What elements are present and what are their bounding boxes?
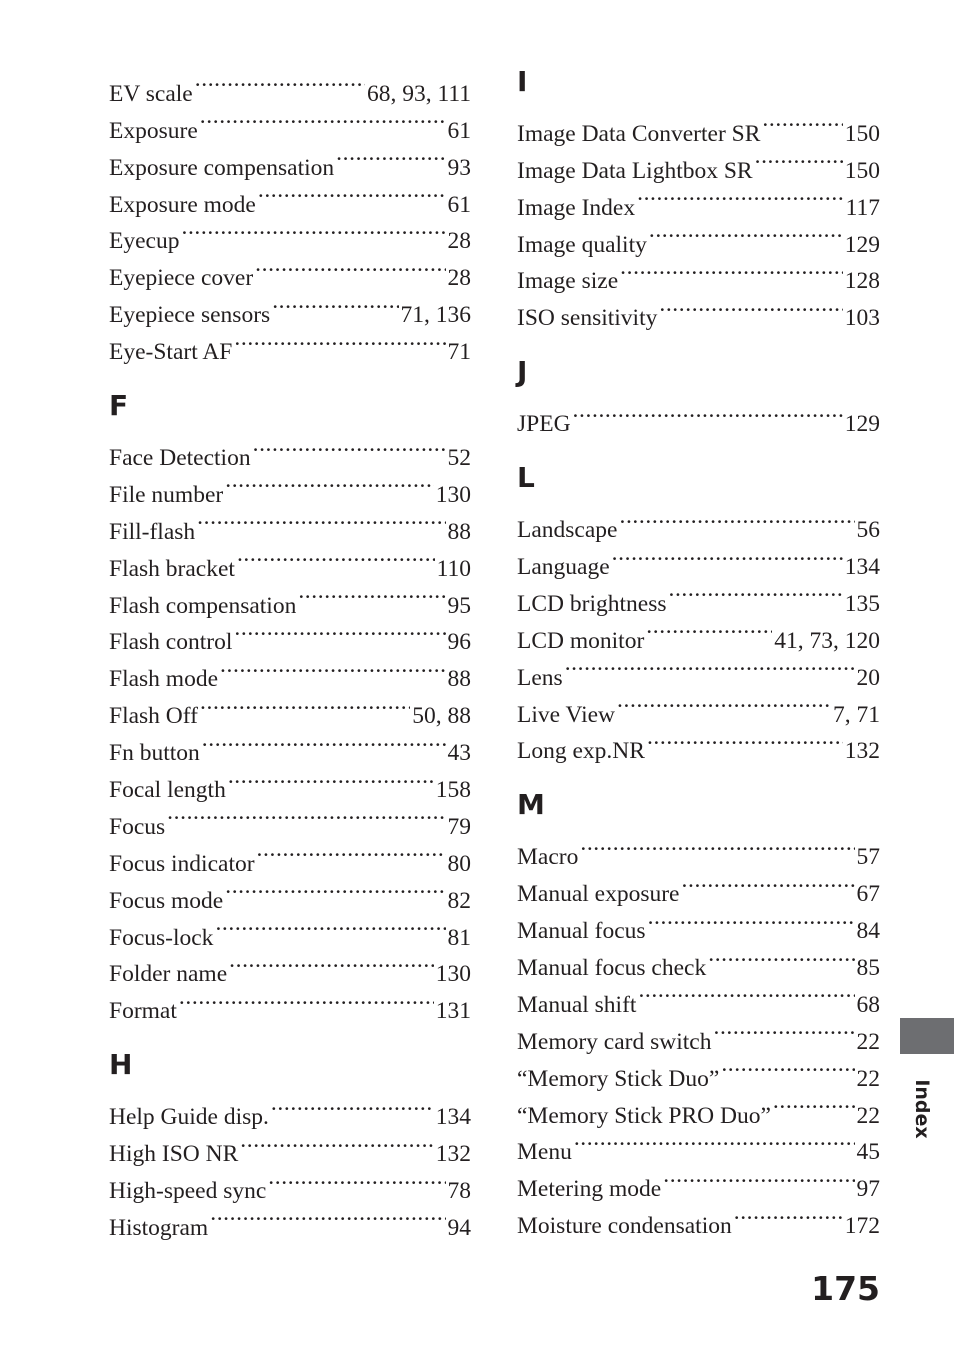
index-entry-pages: 134 — [435, 1104, 471, 1131]
dot-leader — [648, 901, 855, 938]
index-entry-pages: 82 — [447, 887, 471, 914]
index-entry-term: LCD monitor — [517, 627, 645, 654]
index-entry-term: LCD brightness — [517, 590, 667, 617]
dot-leader — [668, 574, 842, 611]
dot-leader — [225, 871, 445, 908]
index-entry-pages: 128 — [844, 268, 880, 295]
index-entry-term: Menu — [517, 1139, 572, 1166]
index-entry-pages: 28 — [447, 265, 471, 292]
index-entry-pages: 71, 136 — [400, 302, 471, 329]
index-entry-term: Metering mode — [517, 1176, 662, 1203]
dot-leader — [237, 539, 435, 576]
dot-leader — [617, 685, 831, 722]
index-entry-pages: 78 — [447, 1178, 471, 1205]
index-entry-pages: 158 — [435, 777, 471, 804]
index-entry-pages: 130 — [435, 961, 471, 988]
dot-leader — [682, 864, 855, 901]
section-letter-heading: M — [517, 788, 545, 822]
index-entry-term: Exposure mode — [109, 191, 256, 218]
index-entry-term: Exposure compensation — [109, 154, 335, 181]
section-gap — [517, 431, 880, 460]
dot-leader — [574, 1123, 855, 1160]
index-entry-pages: 117 — [845, 194, 880, 221]
dot-leader — [200, 686, 410, 723]
dot-leader — [202, 723, 446, 760]
index-entry-pages: 134 — [844, 554, 880, 581]
dot-leader — [734, 1196, 843, 1233]
dot-leader — [713, 1012, 854, 1049]
index-entry-pages: 97 — [856, 1176, 880, 1203]
dot-leader — [638, 975, 854, 1012]
index-entry-pages: 131 — [435, 998, 471, 1025]
index-entry-term: Long exp.NR — [517, 738, 645, 765]
index-entry — [517, 827, 880, 871]
index-entry-pages: 20 — [856, 664, 880, 691]
index-entry-pages: 93 — [447, 154, 471, 181]
section-letter-heading: J — [517, 355, 528, 389]
index-entry-pages: 110 — [436, 555, 471, 582]
dot-leader — [195, 64, 365, 101]
index-entry-term: Exposure — [109, 117, 198, 144]
index-entry-term: Manual exposure — [517, 881, 680, 908]
dot-leader — [573, 394, 843, 431]
index-entry-term: Image Data Converter SR — [517, 120, 761, 147]
dot-leader — [215, 908, 445, 945]
index-tab-marker — [900, 1018, 954, 1054]
dot-leader — [663, 1159, 854, 1196]
index-entry-pages: 172 — [844, 1213, 880, 1240]
index-entry-term: Manual shift — [517, 991, 637, 1018]
page-number: 175 — [811, 1269, 880, 1308]
index-entry-term: “Memory Stick PRO Duo” — [517, 1102, 771, 1129]
index-tab-label: Index — [911, 1079, 933, 1139]
index-entry-term: Flash control — [109, 629, 233, 656]
index-entry-pages: 7, 71 — [833, 701, 880, 728]
index-entry-pages: 94 — [447, 1214, 471, 1241]
dot-leader — [755, 141, 843, 178]
dot-leader — [258, 175, 446, 212]
dot-leader — [167, 797, 445, 834]
index-entry-pages: 129 — [844, 411, 880, 438]
dot-leader — [197, 502, 445, 539]
index-entry-term: Memory card switch — [517, 1028, 712, 1055]
index-entry-term: JPEG — [517, 411, 571, 438]
dot-leader — [253, 428, 446, 465]
index-section — [109, 359, 471, 1025]
dot-leader — [229, 945, 434, 982]
index-entry-term: Image size — [517, 268, 619, 295]
index-entry-pages: 150 — [844, 157, 880, 184]
index-entry-term: Moisture condensation — [517, 1213, 732, 1240]
dot-leader — [619, 500, 854, 537]
index-entry-pages: 61 — [447, 117, 471, 144]
index-entry-term: Flash bracket — [109, 555, 235, 582]
index-entry-term: Face Detection — [109, 445, 251, 472]
index-section — [109, 64, 471, 366]
dot-leader — [565, 648, 855, 685]
index-entry-pages: 88 — [447, 666, 471, 693]
index-entry-pages: 84 — [856, 918, 880, 945]
index-entry-pages: 22 — [856, 1028, 880, 1055]
index-entry-term: High-speed sync — [109, 1178, 267, 1205]
index-entry-pages: 135 — [844, 590, 880, 617]
index-entry-term: Focus-lock — [109, 924, 214, 951]
index-entry — [517, 500, 880, 544]
dot-leader — [773, 1086, 855, 1123]
index-entry-pages: 150 — [844, 120, 880, 147]
dot-leader — [708, 938, 854, 975]
index-entry — [109, 1087, 471, 1131]
dot-leader — [637, 178, 844, 215]
index-entry-pages: 132 — [435, 1141, 471, 1168]
index-entry — [517, 394, 880, 438]
index-entry — [109, 64, 471, 107]
dot-leader — [580, 827, 854, 864]
section-letter-heading: L — [517, 461, 535, 495]
index-entry-term: Image quality — [517, 231, 647, 258]
index-entry-term: Histogram — [109, 1214, 209, 1241]
index-entry-term: Eyecup — [109, 228, 180, 255]
dot-leader — [240, 1124, 433, 1161]
index-entry-term: Focus indicator — [109, 850, 255, 877]
index-entry-term: Live View — [517, 701, 616, 728]
index-entry-term: Macro — [517, 844, 579, 871]
dot-leader — [234, 613, 445, 650]
index-entry — [517, 685, 880, 728]
dot-leader — [336, 138, 445, 175]
index-entry-pages: 68 — [856, 991, 880, 1018]
dot-leader — [210, 1198, 445, 1235]
dot-leader — [271, 1087, 434, 1124]
index-entry-term: Focal length — [109, 777, 226, 804]
dot-leader — [646, 611, 772, 648]
index-entry-pages: 22 — [856, 1102, 880, 1129]
index-entry-term: Lens — [517, 664, 563, 691]
index-entry-pages: 43 — [447, 740, 471, 767]
index-entry-term: Eye-Start AF — [109, 339, 233, 366]
index-entry-pages: 130 — [435, 481, 471, 508]
index-entry — [517, 104, 880, 147]
index-entry — [517, 648, 880, 691]
index-entry-term: Focus — [109, 813, 166, 840]
index-entry-term: Language — [517, 554, 610, 581]
dot-leader — [181, 212, 445, 249]
dot-leader — [272, 285, 398, 322]
index-entry-term: Eyepiece cover — [109, 265, 254, 292]
dot-leader — [620, 252, 843, 289]
index-entry-pages: 80 — [447, 850, 471, 877]
index-entry-pages: 129 — [844, 231, 880, 258]
index-entry-term: Manual focus check — [517, 955, 707, 982]
dot-leader — [268, 1161, 445, 1198]
index-entry-term: Flash Off — [109, 703, 198, 730]
index-section — [517, 758, 880, 1240]
index-entry-term: Landscape — [517, 517, 618, 544]
index-entry-term: Fn button — [109, 740, 200, 767]
index-entry-pages: 103 — [844, 305, 880, 332]
index-entry-pages: 52 — [447, 445, 471, 472]
dot-leader — [257, 834, 446, 871]
dot-leader — [612, 537, 843, 574]
index-section — [109, 1018, 471, 1241]
index-entry-pages: 68, 93, 111 — [366, 80, 471, 107]
index-entry-pages: 81 — [447, 924, 471, 951]
dot-leader — [228, 760, 434, 797]
index-section — [517, 325, 880, 438]
index-column-right — [517, 64, 880, 1240]
index-section — [517, 64, 880, 332]
index-entry-term: Image Index — [517, 194, 636, 221]
index-entry — [109, 428, 471, 472]
index-entry-term: High ISO NR — [109, 1141, 239, 1168]
index-entry-term: EV scale — [109, 80, 193, 107]
dot-leader — [220, 649, 445, 686]
index-entry-pages: 61 — [447, 191, 471, 218]
index-entry-term: Flash compensation — [109, 592, 297, 619]
index-entry-pages: 132 — [844, 738, 880, 765]
dot-leader — [762, 104, 842, 141]
index-entry-term: Focus mode — [109, 887, 224, 914]
index-entry-pages: 79 — [447, 813, 471, 840]
index-entry-pages: 50, 88 — [412, 703, 471, 730]
dot-leader — [200, 101, 446, 138]
dot-leader — [721, 1049, 854, 1086]
index-entry-pages: 57 — [856, 844, 880, 871]
index-entry-term: Format — [109, 998, 177, 1025]
dot-leader — [647, 722, 843, 759]
index-column-left — [109, 64, 471, 1241]
index-entry-pages: 45 — [856, 1139, 880, 1166]
index-entry-term: “Memory Stick Duo” — [517, 1065, 720, 1092]
index-entry-pages: 96 — [447, 629, 471, 656]
index-entry-term: File number — [109, 481, 224, 508]
index-entry-term: Eyepiece sensors — [109, 302, 271, 329]
dot-leader — [659, 288, 842, 325]
index-section — [517, 431, 880, 765]
section-letter-heading: F — [109, 389, 129, 423]
index-entry-term: Image Data Lightbox SR — [517, 157, 753, 184]
section-letter-heading: H — [109, 1048, 133, 1082]
index-entry-term: Fill-flash — [109, 518, 196, 545]
index-entry-term: Flash mode — [109, 666, 219, 693]
index-entry-pages: 95 — [447, 592, 471, 619]
dot-leader — [234, 322, 445, 359]
dot-leader — [225, 465, 434, 502]
index-entry-pages: 71 — [447, 339, 471, 366]
index-entry-pages: 41, 73, 120 — [774, 627, 880, 654]
index-entry-pages: 28 — [447, 228, 471, 255]
dot-leader — [255, 248, 445, 285]
index-entry-pages: 88 — [447, 518, 471, 545]
index-entry-term: Help Guide disp. — [109, 1104, 269, 1131]
index-entry-pages: 22 — [856, 1065, 880, 1092]
index-entry-pages: 67 — [856, 881, 880, 908]
index-entry-term: ISO sensitivity — [517, 305, 658, 332]
dot-leader — [649, 215, 843, 252]
section-letter-heading: I — [517, 65, 528, 98]
dot-leader — [179, 981, 434, 1018]
dot-leader — [298, 576, 445, 613]
index-entry-pages: 85 — [856, 955, 880, 982]
index-entry-term: Folder name — [109, 961, 228, 988]
index-entry-term: Manual focus — [517, 918, 646, 945]
index-entry-pages: 56 — [856, 517, 880, 544]
